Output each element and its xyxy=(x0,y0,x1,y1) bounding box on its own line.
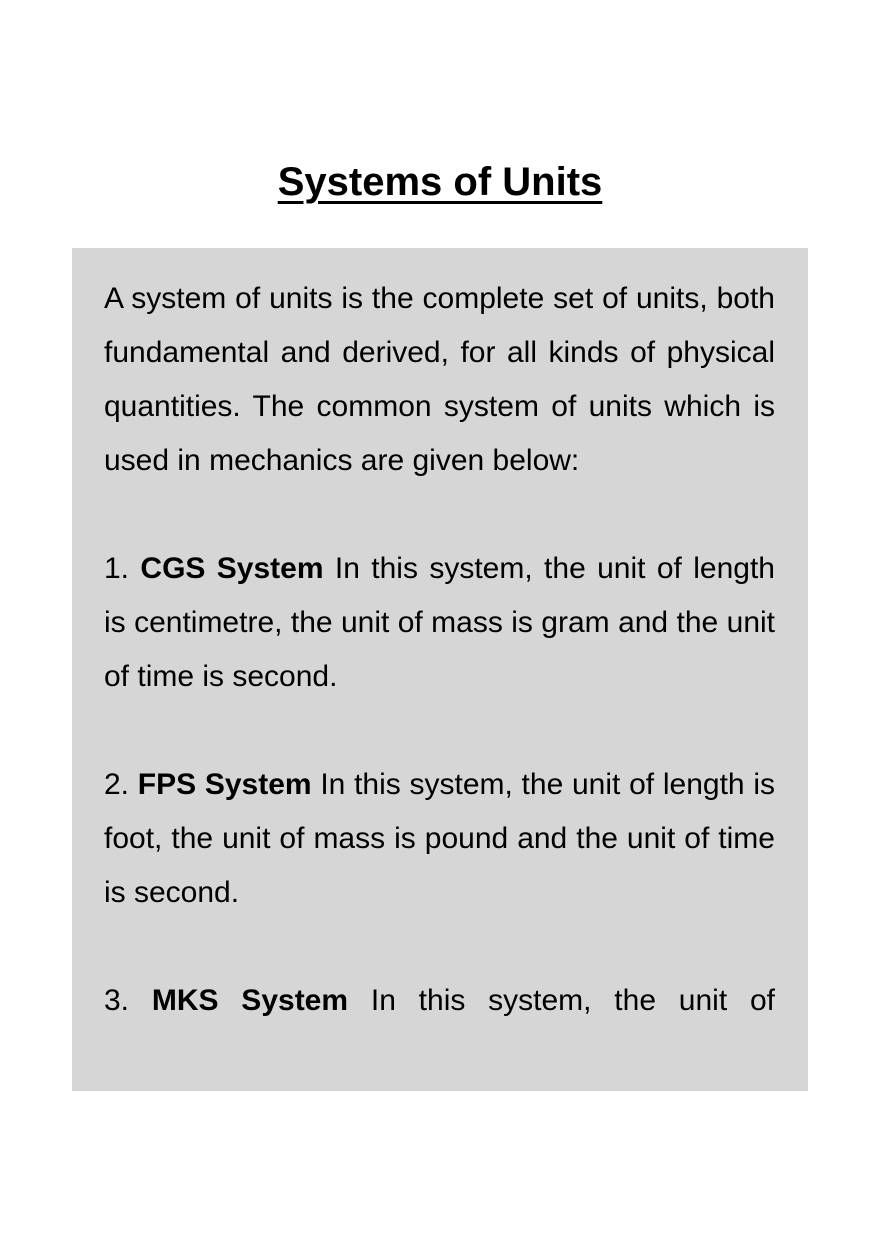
paragraph-spacer xyxy=(104,920,775,974)
paragraph-spacer xyxy=(104,704,775,758)
list-item-number: 1. xyxy=(104,552,130,585)
list-item-text: In this system, the unit of xyxy=(370,984,775,1017)
content-body xyxy=(104,272,775,1028)
list-item-number: 2. xyxy=(104,768,130,801)
list-item-number: 3. xyxy=(104,984,130,1017)
list-item-term: MKS System xyxy=(151,984,349,1017)
list-item-term: CGS System xyxy=(140,552,324,585)
list-item-text: In this system, the unit of length is foot, the unit of mass is pound and the unit of time is second. xyxy=(104,768,775,909)
list-item xyxy=(104,542,775,704)
page-title: Systems of Units xyxy=(277,160,603,204)
list-item xyxy=(104,974,775,1028)
intro-paragraph: A system of units is the complete set of units, both fundamental and derived, for all kinds of physical quantities. The common system of units which is used in mechanics are given below: xyxy=(104,282,775,477)
list-item-text: In this system, the unit of length is centimetre, the unit of mass is gram and the unit of time is second. xyxy=(104,552,775,693)
list-item-term: FPS System xyxy=(137,768,312,801)
list-item xyxy=(104,758,775,920)
paragraph-spacer xyxy=(104,488,775,542)
content-box xyxy=(72,248,808,1091)
